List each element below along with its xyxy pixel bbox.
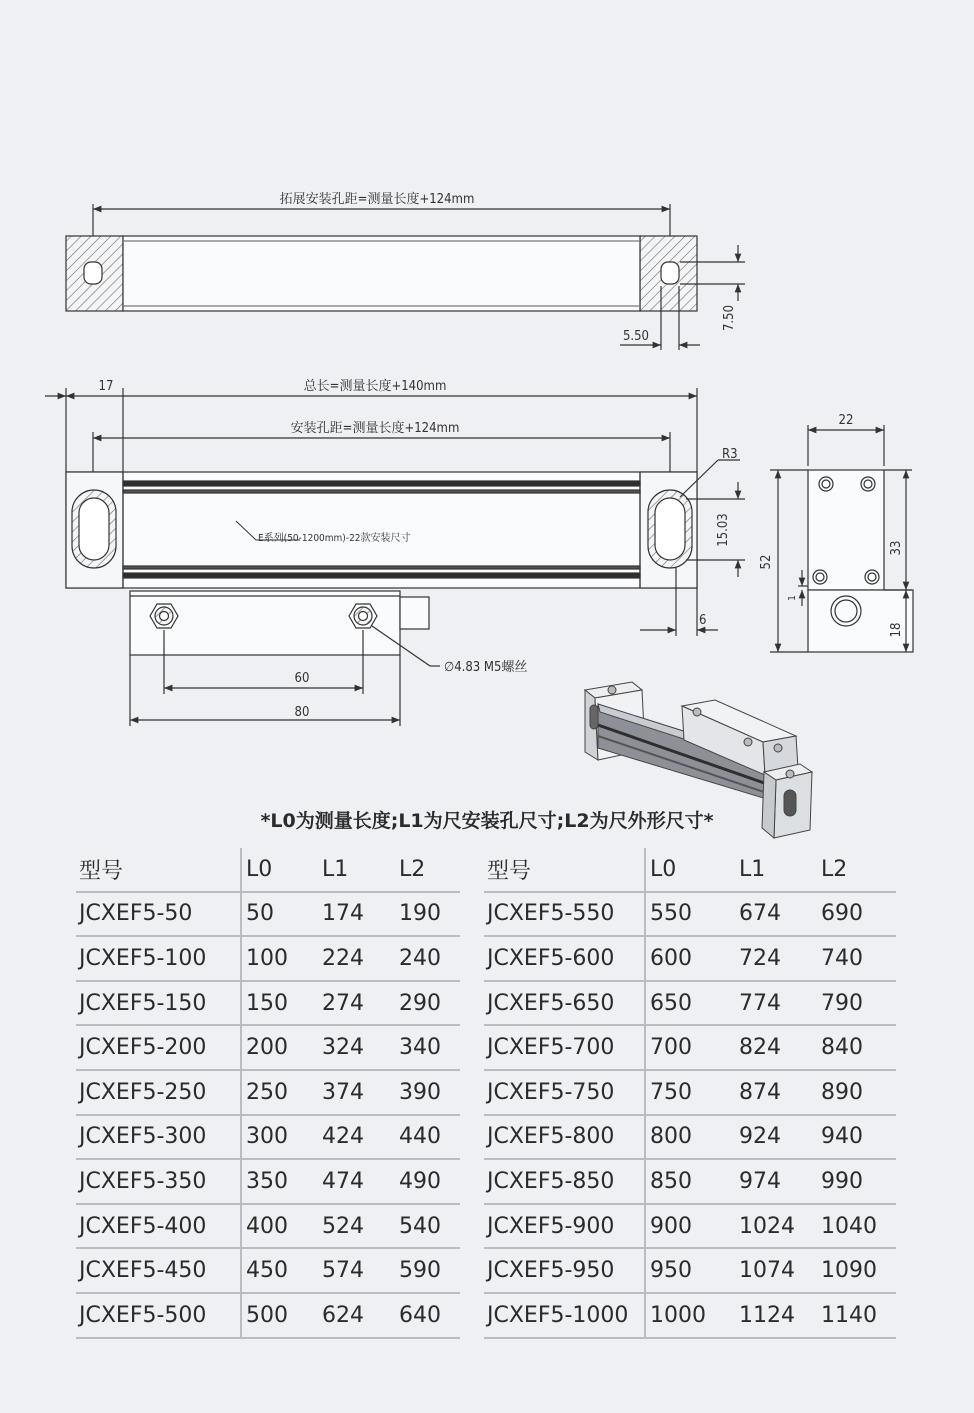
cell-l2: 1140 <box>817 1293 896 1338</box>
front-dim-15-03: 15.03 <box>716 513 731 547</box>
cell-model: JCXEF5-200 <box>76 1025 241 1070</box>
spec-table-left-body <box>76 892 460 1338</box>
cell-l2: 790 <box>817 981 896 1026</box>
spec-table-right <box>484 848 896 1339</box>
cell-l1: 1074 <box>735 1248 817 1293</box>
cell-l0: 450 <box>241 1248 318 1293</box>
header-l1: L1 <box>318 848 395 892</box>
table-row <box>484 1248 896 1293</box>
table-row <box>484 1204 896 1249</box>
side-dim-22: 22 <box>838 413 854 428</box>
cell-model: JCXEF5-750 <box>484 1070 645 1115</box>
cell-model: JCXEF5-300 <box>76 1115 241 1160</box>
header-model: 型号 <box>484 848 645 892</box>
top-extended-pitch-label: 拓展安装孔距=测量长度+124mm <box>279 192 475 207</box>
cell-l1: 174 <box>318 892 395 937</box>
cell-l2: 240 <box>395 936 460 981</box>
cell-model: JCXEF5-600 <box>484 936 645 981</box>
cell-l2: 640 <box>395 1293 460 1338</box>
cell-l2: 490 <box>395 1159 460 1204</box>
cell-model: JCXEF5-900 <box>484 1204 645 1249</box>
front-hole-pitch-label: 安装孔距=测量长度+124mm <box>290 421 460 436</box>
cell-l1: 924 <box>735 1115 817 1160</box>
cell-model: JCXEF5-450 <box>76 1248 241 1293</box>
cell-l1: 424 <box>318 1115 395 1160</box>
table-row <box>76 1070 460 1115</box>
cell-l1: 974 <box>735 1159 817 1204</box>
cell-l2: 390 <box>395 1070 460 1115</box>
front-dim-60: 60 <box>294 671 310 686</box>
cell-l2: 740 <box>817 936 896 981</box>
cell-model: JCXEF5-350 <box>76 1159 241 1204</box>
cell-model: JCXEF5-700 <box>484 1025 645 1070</box>
table-row <box>76 1293 460 1338</box>
cell-l0: 850 <box>645 1159 735 1204</box>
dimension-note: *L0为测量长度;L1为尺安装孔尺寸;L2为尺外形尺寸* <box>260 810 714 832</box>
cell-l2: 1040 <box>817 1204 896 1249</box>
cell-model: JCXEF5-650 <box>484 981 645 1026</box>
cell-l0: 1000 <box>645 1293 735 1338</box>
table-row <box>76 1159 460 1204</box>
table-row <box>76 1115 460 1160</box>
cell-model: JCXEF5-100 <box>76 936 241 981</box>
cell-model: JCXEF5-850 <box>484 1159 645 1204</box>
cell-l0: 650 <box>645 981 735 1026</box>
cell-l0: 500 <box>241 1293 318 1338</box>
cell-l1: 1024 <box>735 1204 817 1249</box>
table-row <box>484 1115 896 1160</box>
cell-l1: 374 <box>318 1070 395 1115</box>
cell-l1: 224 <box>318 936 395 981</box>
top-dim-7-50: 7.50 <box>722 304 737 332</box>
side-dim-1: 1 <box>787 595 798 601</box>
table-row <box>484 936 896 981</box>
cell-l2: 990 <box>817 1159 896 1204</box>
cell-l0: 350 <box>241 1159 318 1204</box>
cell-l1: 774 <box>735 981 817 1026</box>
cell-l1: 524 <box>318 1204 395 1249</box>
front-r3-label: R3 <box>722 447 738 462</box>
cell-l0: 150 <box>241 981 318 1026</box>
front-dim-80: 80 <box>294 705 310 720</box>
cell-l2: 590 <box>395 1248 460 1293</box>
cell-l1: 674 <box>735 892 817 937</box>
cell-l1: 574 <box>318 1248 395 1293</box>
table-row <box>76 1248 460 1293</box>
table-row <box>484 981 896 1026</box>
cell-l0: 750 <box>645 1070 735 1115</box>
front-view <box>45 388 745 726</box>
cell-l1: 474 <box>318 1159 395 1204</box>
cell-l1: 724 <box>735 936 817 981</box>
side-dim-33: 33 <box>889 540 904 556</box>
cell-model: JCXEF5-250 <box>76 1070 241 1115</box>
front-series-note: E系列(50-1200mm)-22款安装尺寸 <box>258 533 411 544</box>
table-row <box>76 1204 460 1249</box>
cell-l0: 100 <box>241 936 318 981</box>
cell-l0: 800 <box>645 1115 735 1160</box>
table-row <box>76 936 460 981</box>
cell-model: JCXEF5-950 <box>484 1248 645 1293</box>
cell-l0: 700 <box>645 1025 735 1070</box>
cell-model: JCXEF5-150 <box>76 981 241 1026</box>
cell-l2: 940 <box>817 1115 896 1160</box>
cell-model: JCXEF5-400 <box>76 1204 241 1249</box>
table-row <box>76 1025 460 1070</box>
header-l0: L0 <box>241 848 318 892</box>
cell-l0: 200 <box>241 1025 318 1070</box>
cell-l0: 400 <box>241 1204 318 1249</box>
cell-l0: 600 <box>645 936 735 981</box>
front-dim-17: 17 <box>98 379 114 394</box>
header-l0: L0 <box>645 848 735 892</box>
table-header-row <box>484 848 896 892</box>
cell-model: JCXEF5-500 <box>76 1293 241 1338</box>
cell-l2: 890 <box>817 1070 896 1115</box>
cell-l0: 900 <box>645 1204 735 1249</box>
header-l2: L2 <box>817 848 896 892</box>
header-l2: L2 <box>395 848 460 892</box>
side-dim-18: 18 <box>889 622 904 638</box>
cell-l2: 1090 <box>817 1248 896 1293</box>
cell-l1: 874 <box>735 1070 817 1115</box>
cell-model: JCXEF5-800 <box>484 1115 645 1160</box>
cell-l1: 324 <box>318 1025 395 1070</box>
cell-l2: 440 <box>395 1115 460 1160</box>
cell-l1: 624 <box>318 1293 395 1338</box>
front-dim-6: 6 <box>699 613 707 628</box>
table-header-row <box>76 848 460 892</box>
side-dim-52: 52 <box>759 554 774 570</box>
front-total-length-label: 总长=测量长度+140mm <box>303 379 447 394</box>
cell-l2: 290 <box>395 981 460 1026</box>
cell-model: JCXEF5-1000 <box>484 1293 645 1338</box>
cell-l1: 1124 <box>735 1293 817 1338</box>
cell-l0: 50 <box>241 892 318 937</box>
table-row <box>76 981 460 1026</box>
table-row <box>76 892 460 937</box>
table-row <box>484 1293 896 1338</box>
cell-l2: 840 <box>817 1025 896 1070</box>
table-row <box>484 1159 896 1204</box>
cell-model: JCXEF5-550 <box>484 892 645 937</box>
spec-table-right-body <box>484 892 896 1338</box>
cell-l2: 690 <box>817 892 896 937</box>
table-row <box>484 1070 896 1115</box>
table-row <box>484 892 896 937</box>
front-thread-label: ∅4.83 M5螺丝 <box>444 660 528 675</box>
spec-table-left <box>76 848 460 1339</box>
top-dim-5-50: 5.50 <box>622 329 650 344</box>
cell-l2: 190 <box>395 892 460 937</box>
cell-l2: 540 <box>395 1204 460 1249</box>
cell-l0: 550 <box>645 892 735 937</box>
header-l1: L1 <box>735 848 817 892</box>
cell-l2: 340 <box>395 1025 460 1070</box>
cell-l0: 300 <box>241 1115 318 1160</box>
cell-l1: 274 <box>318 981 395 1026</box>
cell-l0: 950 <box>645 1248 735 1293</box>
side-view <box>770 425 913 652</box>
cell-model: JCXEF5-50 <box>76 892 241 937</box>
cell-l1: 824 <box>735 1025 817 1070</box>
cell-l0: 250 <box>241 1070 318 1115</box>
header-model: 型号 <box>76 848 241 892</box>
table-row <box>484 1025 896 1070</box>
